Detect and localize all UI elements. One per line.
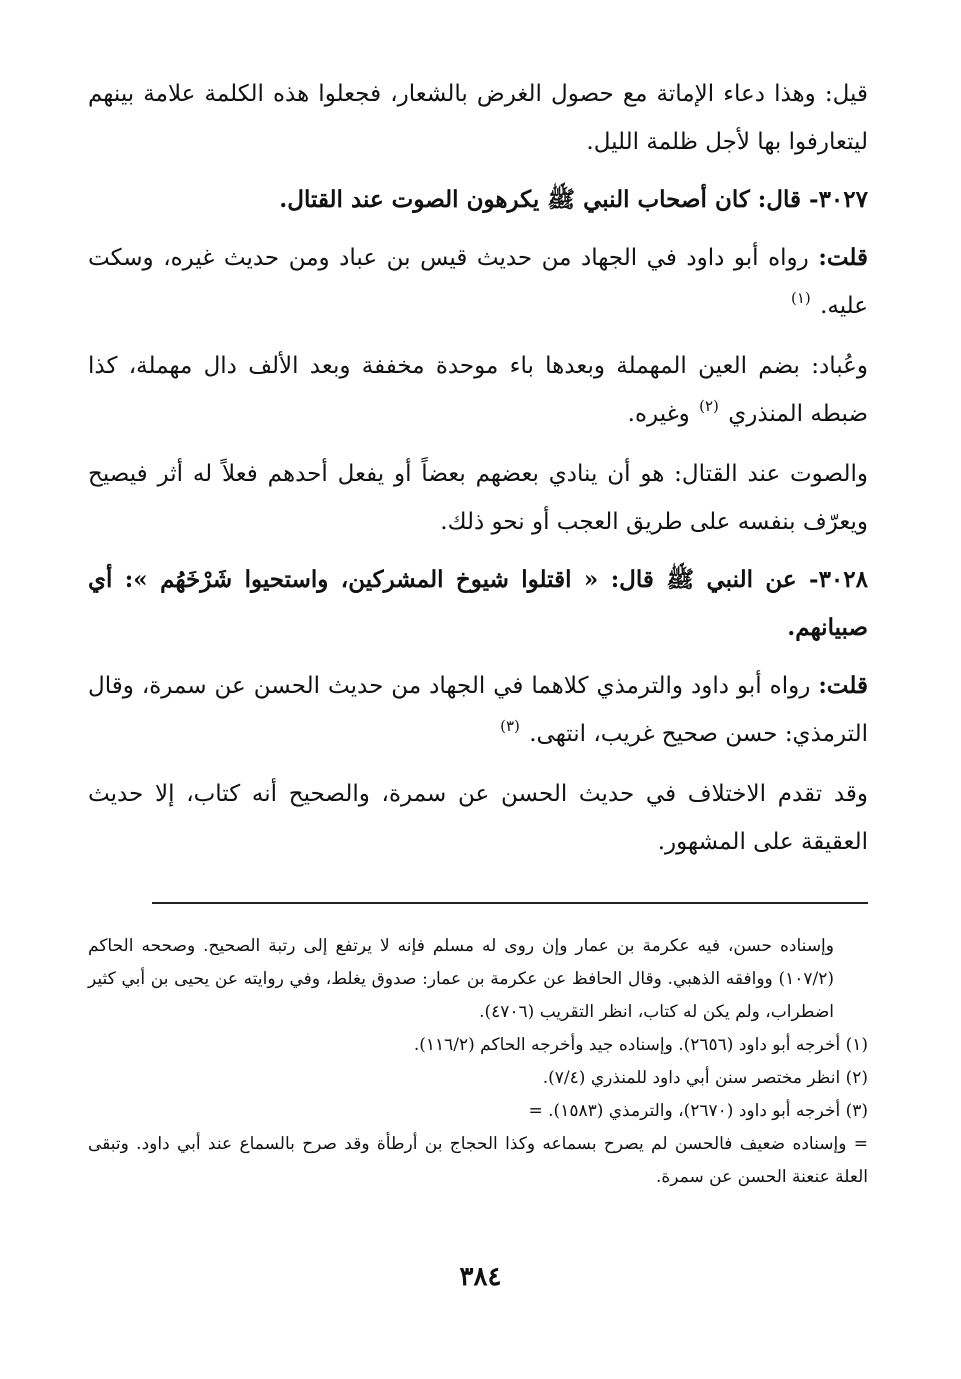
footnote-3: (٣) أخرجه أبو داود (٢٦٧٠)، والترمذي (١٥٨٣). = [528, 1101, 868, 1121]
main-text [88, 70, 868, 876]
spelling-tail: وغيره. [627, 401, 690, 427]
footnote-2: (٢) انظر مختصر سنن أبي داود للمنذري (٧/٤). [542, 1068, 868, 1088]
footnote-separator [152, 902, 868, 904]
paragraph-closing: وقد تقدم الاختلاف في حديث الحسن عن سمرة، والصحيح أنه كتاب، إلا حديث العقيقة على المشهور. [88, 781, 868, 855]
hadith-3027-heading: ٣٠٢٧- قال: كان أصحاب النبي ﷺ يكرهون الصوت عند القتال. [279, 186, 868, 213]
spelling-text: وعُباد: بضم العين المهملة وبعدها باء موحدة مخففة وبعد الألف دال مهملة، كذا ضبطه المنذري [88, 353, 868, 427]
footnote-marker-3: (٣) [500, 717, 520, 735]
qultu-label: قلت: [818, 672, 868, 699]
hadith-3028-heading: ٣٠٢٨- عن النبي ﷺ قال: « اقتلوا شيوخ المشركين، واستحيوا شَرْخَهُم »: أي صبيانهم. [88, 566, 868, 641]
footnote-continuation: وإسناده حسن، فيه عكرمة بن عمار وإن روى له مسلم فإنه لا يرتفع إلى رتبة الصحيح. وصححه الحاكم (١٠٧/٢) ووافقه الذهبي. وقال الحافظ عن عكرمة بن عمار: صدوق يغلط، وفي روايته عن يحيى بن أبي كثير اضطراب، ولم يكن له كتاب، انظر التقريب (٤٧٠٦). [88, 936, 834, 1022]
footnote-marker-2: (٢) [699, 397, 719, 415]
paragraph-commentary-3027 [88, 234, 868, 332]
footnote-1: (١) أخرجه أبو داود (٢٦٥٦). وإسناده جيد وأخرجه الحاكم (١١٦/٢). [413, 1035, 868, 1055]
commentary-text: رواه أبو داود والترمذي كلاهما في الجهاد من حديث الحسن عن سمرة، وقال الترمذي: حسن صحيح غريب، انتهى. [88, 673, 868, 747]
paragraph-ubad-spelling [88, 342, 868, 440]
paragraph-commentary-3028 [88, 662, 868, 760]
footnote-3-continuation: = وإسناده ضعيف فالحسن لم يصرح بسماعه وكذا الحجاج بن أرطأة وقد صرح بالسماع عند أبي داود. وتبقى العلة عنعنة الحسن عن سمرة. [88, 1134, 868, 1187]
footnote-marker-1: (١) [790, 289, 811, 307]
commentary-text: رواه أبو داود في الجهاد من حديث قيس بن عباد ومن حديث غيره، وسكت عليه. [88, 245, 868, 319]
footnotes [88, 930, 868, 1194]
paragraph-intro: قيل: وهذا دعاء الإماتة مع حصول الغرض بالشعار، فجعلوا هذه الكلمة علامة بينهم ليتعارفوا بها لأجل ظلمة الليل. [88, 81, 868, 155]
qultu-label: قلت: [818, 244, 869, 271]
page-number: ٣٨٤ [459, 1262, 502, 1292]
paragraph-voice-definition: والصوت عند القتال: هو أن ينادي بعضهم بعضاً أو يفعل أحدهم فعلاً له أثر فيصيح ويعرّف بنفسه على طريق العجب أو نحو ذلك. [88, 461, 868, 535]
